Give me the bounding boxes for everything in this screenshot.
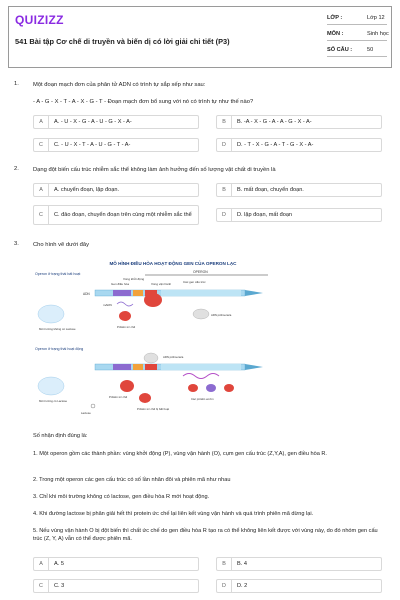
operon-label: OPERON (193, 270, 208, 274)
count-info (327, 47, 373, 53)
svg-text:ADN: ADN (83, 292, 90, 296)
statement-1: 1. Một operon gồm các thành phần: vùng khởi động (P), vùng vận hành (O), cụm gen cấu trúc (Z,Y,A), gen điều hòa R. (33, 451, 327, 457)
answer-option-c[interactable]: C C. đảo đoạn, chuyển đoạn trên cùng một nhiễm sắc thể (33, 205, 199, 225)
count-label: SỐ CÂU : (327, 47, 353, 53)
svg-text:ARN pôlimeraza: ARN pôlimeraza (211, 313, 232, 317)
svg-text:Vùng khởi động: Vùng khởi động (123, 277, 145, 281)
subject-label: MÔN : (327, 31, 344, 37)
statement-2: 2. Trong một operon các gen cấu trúc có số lần nhân đôi và phiên mã như nhau (33, 477, 231, 483)
answer-option-d[interactable]: D D. - T - X - G - A - T - G - X - A- (216, 138, 382, 152)
question-text: Dạng đột biến cấu trúc nhiễm sắc thể không làm ảnh hưởng đến số lượng vật chất di truyền là (33, 167, 276, 173)
question-text: Cho hình vẽ dưới đây (33, 242, 90, 248)
svg-text:Prôtêin ức chế bị bất hoạt: Prôtêin ức chế bị bất hoạt (137, 407, 170, 411)
svg-text:mARN: mARN (103, 303, 112, 307)
answer-option-a[interactable]: A A. 5 (33, 557, 199, 571)
count-value: 50 (367, 47, 374, 53)
question-number: 3. (14, 241, 19, 247)
svg-text:Gen điều hòa: Gen điều hòa (111, 282, 130, 286)
diagram-title: MÔ HÌNH ĐIỀU HÒA HOẠT ĐỘNG GEN CỦA OPERON LẠC (109, 261, 237, 266)
answer-option-b[interactable]: B B. -A - X - G - A - A - G - X - A- (216, 115, 382, 129)
svg-text:Lactose: Lactose (81, 411, 91, 415)
answer-option-d[interactable]: D D. lặp đoạn, mất đoạn (216, 208, 382, 222)
answer-option-b[interactable]: B B. mất đoạn, chuyển đoạn. (216, 183, 382, 197)
svg-text:Môi trường không có Lactose: Môi trường không có Lactose (39, 327, 76, 331)
operon-diagram (33, 258, 313, 418)
answer-option-a[interactable]: A A. - U - X - G - A - U - G - X - A- (33, 115, 199, 129)
answer-option-b[interactable]: B B. 4 (216, 557, 382, 571)
subject-info (327, 31, 389, 37)
svg-text:Prôtêin ức chế: Prôtêin ức chế (109, 395, 128, 399)
svg-text:Các gen cấu trúc: Các gen cấu trúc (183, 280, 206, 284)
class-label: LỚP : (327, 15, 343, 21)
question-text-continued: - A - G - X - T - A - X - G - T - Đoạn mạch đơn bổ sung với nó có trình tự như thế nào? (33, 99, 254, 105)
quizizz-logo: QUIZIZZ (15, 13, 64, 27)
class-value: Lớp 12 (367, 15, 385, 21)
statement-4: 4. Khi đường lactose bị phân giải hết thì protein ức chế lại liên kết vùng vận hành và quá trình phiên mã dừng lại. (33, 511, 314, 517)
question-text: Một đoạn mạch đơn của phân tử ADN có trình tự sắp xếp như sau: (33, 82, 206, 88)
question-number: 1. (14, 81, 19, 87)
svg-text:Môi trường có Lactose: Môi trường có Lactose (39, 399, 68, 403)
question-number: 2. (14, 166, 19, 172)
answer-option-d[interactable]: D D. 2 (216, 579, 382, 593)
statement-3: 3. Chỉ khi môi trường không có lactose, gen điều hòa R mới hoạt động. (33, 494, 210, 500)
svg-text:ARN pôlimeraza: ARN pôlimeraza (163, 355, 184, 359)
svg-text:Prôtêin ức chế: Prôtêin ức chế (117, 325, 136, 329)
statement-5: 5. Nếu vùng vận hành O bị đột biến thì chất ức chế do gen điều hòa R tạo ra có thể không liên kết được với vùng này, do đó nhóm gen cấu trúc (Z, Y, A) vẫn có thể được phiên mã. (33, 528, 378, 542)
panel-active-label: Operon ở trạng thái hoạt động (35, 347, 84, 351)
worksheet-title: 541 Bài tập Cơ chế di truyền và biến dị có lời giải chi tiết (P3) (15, 37, 230, 46)
svg-text:Các prôtêin enzim: Các prôtêin enzim (191, 397, 214, 401)
answer-option-c[interactable]: C C. - U - X - T - A - U - G - T - A- (33, 138, 199, 152)
answer-option-c[interactable]: C C. 3 (33, 579, 199, 593)
subject-value: Sinh học (367, 31, 389, 37)
statement-prompt: Số nhận định đúng là: (33, 433, 88, 439)
class-info (327, 15, 385, 21)
answer-option-a[interactable]: A A. chuyển đoạn, lặp đoạn. (33, 183, 199, 197)
worksheet-header (8, 6, 392, 68)
panel-inactive-label: Operon ở trạng thái bất hoạt (35, 272, 81, 276)
svg-text:Vùng vận hành: Vùng vận hành (151, 282, 172, 286)
